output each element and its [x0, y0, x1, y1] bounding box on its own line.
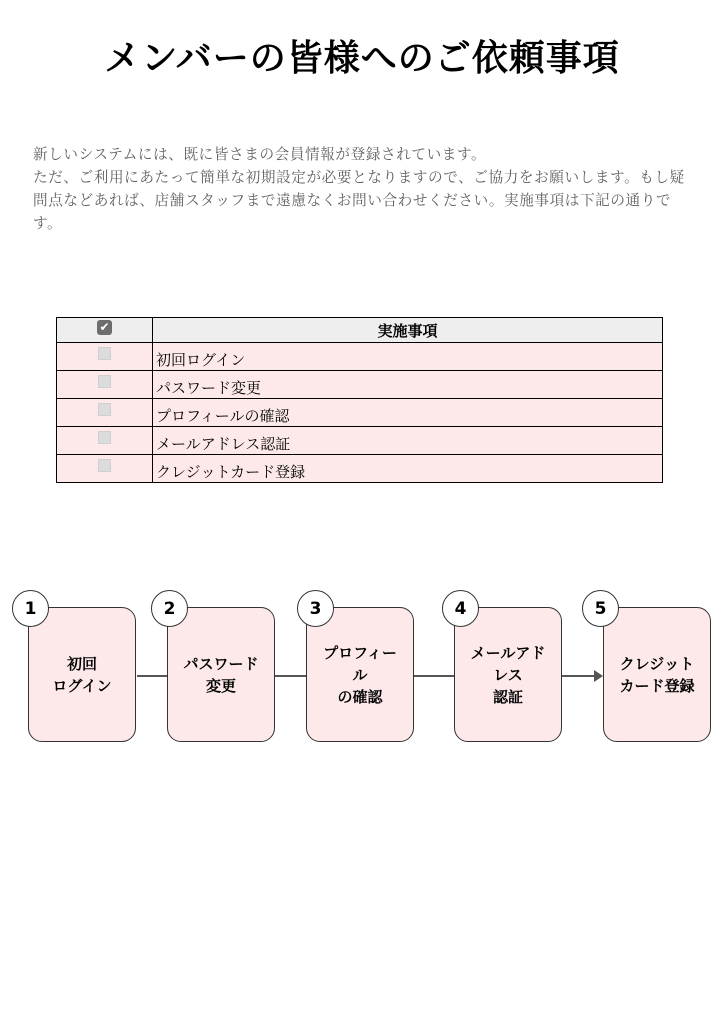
intro-line-1: 新しいシステムには、既に皆さまの会員情報が登録されています。	[33, 146, 487, 163]
task-label: メールアドレス認証	[153, 427, 663, 455]
flow-connector	[137, 675, 168, 677]
table-row	[57, 343, 663, 371]
flow-step-4: メールアドレス 認証	[454, 607, 562, 742]
checkbox[interactable]	[98, 375, 111, 388]
flow-connector	[275, 675, 306, 677]
checkbox[interactable]	[98, 431, 111, 444]
page-title: メンバーの皆様へのご依頼事項	[104, 38, 620, 79]
table-row	[57, 399, 663, 427]
task-table	[56, 317, 663, 483]
task-label: パスワード変更	[153, 371, 663, 399]
flow-connector	[414, 675, 454, 677]
flow-step-5: クレジット カード登録	[603, 607, 711, 742]
checkbox[interactable]	[98, 347, 111, 360]
checkbox[interactable]	[98, 459, 111, 472]
flow-step-1: 初回 ログイン	[28, 607, 136, 742]
process-flow	[0, 590, 724, 750]
flow-step-3: プロフィール の確認	[306, 607, 414, 742]
table-row	[57, 427, 663, 455]
intro-text	[33, 143, 693, 235]
flow-step-2: パスワード 変更	[167, 607, 275, 742]
checkbox[interactable]	[98, 403, 111, 416]
step-number-3: 3	[297, 590, 334, 627]
table-row	[57, 371, 663, 399]
arrow-right-icon	[594, 670, 603, 682]
task-label: クレジットカード登録	[153, 455, 663, 483]
flow-connector	[562, 675, 594, 677]
step-number-1: 1	[12, 590, 49, 627]
table-row	[57, 455, 663, 483]
task-label: 初回ログイン	[153, 343, 663, 371]
step-number-2: 2	[151, 590, 188, 627]
task-column-header: 実施事項	[153, 318, 663, 343]
step-number-4: 4	[442, 590, 479, 627]
checkmark-icon: ✔	[97, 320, 112, 335]
check-column-header	[57, 318, 153, 343]
step-number-5: 5	[582, 590, 619, 627]
task-table-header-row	[57, 318, 663, 343]
task-label: プロフィールの確認	[153, 399, 663, 427]
intro-line-2: ただ、ご利用にあたって簡単な初期設定が必要となりますので、ご協力をお願いします。もし疑問点などあれば、店舗スタッフまで遠慮なくお問い合わせください。実施事項は下記の通りです。	[33, 169, 685, 232]
